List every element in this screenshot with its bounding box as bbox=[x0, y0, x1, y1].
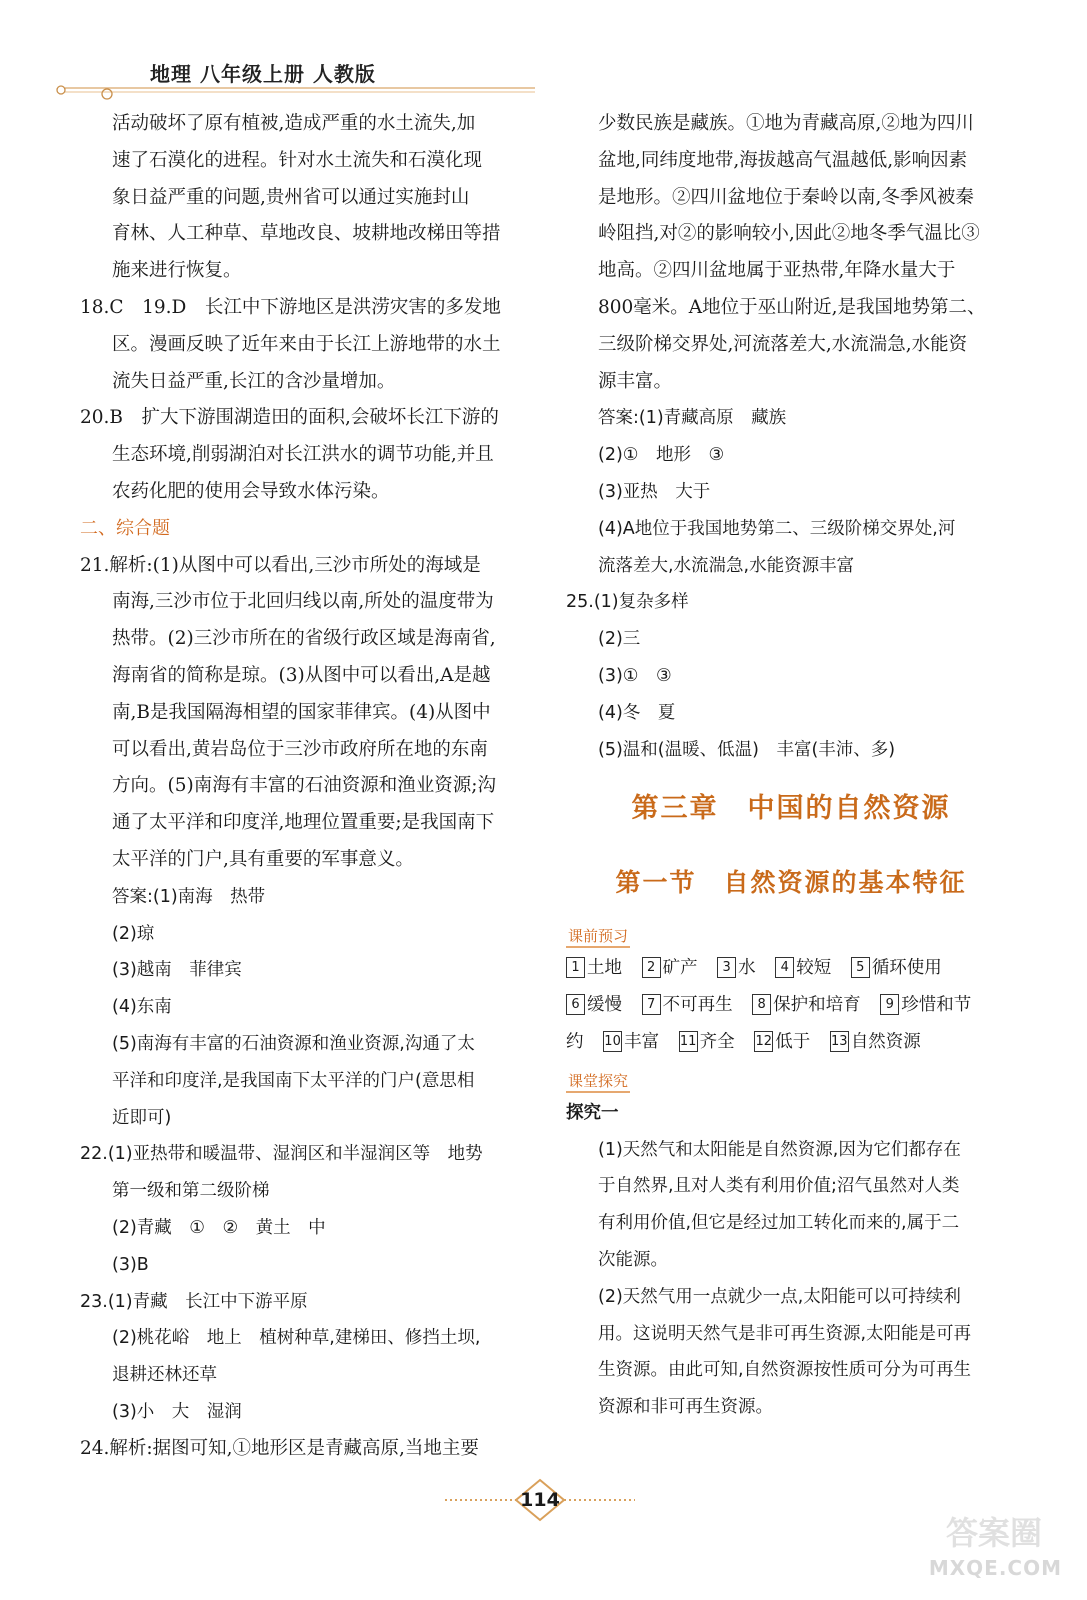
answer-line: (5)温和(温暖、低温) 丰富(丰沛、多) bbox=[598, 739, 896, 760]
preview-answer: 低于 bbox=[775, 1031, 811, 1052]
answer-line: 退耕还林还草 bbox=[112, 1365, 217, 1386]
text-line: 太平洋的门户,具有重要的军事意义。 bbox=[112, 848, 414, 870]
right-column bbox=[566, 106, 1016, 1426]
answer-line: (3)越南 菲律宾 bbox=[112, 960, 242, 981]
answer-line: (2)三 bbox=[598, 629, 641, 650]
item-number: 1 bbox=[566, 957, 585, 978]
text-line: 岭阻挡,对②的影响较小,因此②地冬季气温比③ bbox=[598, 223, 980, 245]
explore-line: 次能源。 bbox=[598, 1249, 668, 1270]
text-line: 区。漫画反映了近年来由于长江上游地带的水土 bbox=[112, 333, 501, 355]
answer-line: 22.(1)亚热带和暖温带、湿润区和半湿润区等 地势 bbox=[80, 1144, 483, 1165]
preview-tag: 课前预习 bbox=[566, 926, 630, 948]
text-line: 20.B 扩大下游围湖造田的面积,会破坏长江下游的 bbox=[80, 407, 499, 429]
explore-line: 资源和非可再生资源。 bbox=[598, 1397, 773, 1418]
text-line: 地高。②四川盆地属于亚热带,年降水量大于 bbox=[598, 260, 956, 282]
answer-line: (3)亚热 大于 bbox=[598, 481, 711, 502]
explore-line: 有利用价值,但它是经过加工转化而来的,属于二 bbox=[598, 1213, 960, 1234]
text-line: 速了石漠化的进程。针对水土流失和石漠化现 bbox=[112, 149, 483, 171]
text-line: 农药化肥的使用会导致水体污染。 bbox=[112, 480, 390, 502]
class-tag: 课堂探究 bbox=[566, 1071, 630, 1093]
section-heading: 二、综合题 bbox=[80, 517, 170, 539]
item-number: 7 bbox=[642, 994, 661, 1015]
text-line: 南海,三沙市位于北回归线以南,所处的温度带为 bbox=[112, 591, 494, 613]
text-line: 通了太平洋和印度洋,地理位置重要;是我国南下 bbox=[112, 812, 495, 834]
page-number: 114 bbox=[520, 1489, 560, 1511]
text-line: 热带。(2)三沙市所在的省级行政区域是海南省, bbox=[112, 628, 496, 650]
explore-line: 生资源。由此可知,自然资源按性质可分为可再生 bbox=[598, 1360, 972, 1381]
answer-line: (3)小 大 湿润 bbox=[112, 1401, 242, 1422]
item-number: 9 bbox=[880, 994, 899, 1015]
preview-answer: 水 bbox=[738, 958, 756, 979]
preview-answer: 土地 bbox=[587, 958, 622, 979]
watermark bbox=[892, 1514, 1062, 1580]
text-line: 育林、人工种草、草地改良、坡耕地改梯田等措 bbox=[112, 223, 501, 245]
answer-line: (4)冬 夏 bbox=[598, 702, 676, 723]
answer-line: 答案:(1)南海 热带 bbox=[112, 886, 266, 907]
explore-line: 于自然界,且对人类有利用价值;沼气虽然对人类 bbox=[598, 1176, 960, 1197]
answer-line: 答案:(1)青藏高原 藏族 bbox=[598, 408, 787, 429]
item-number: 5 bbox=[851, 957, 870, 978]
preview-answer: 齐全 bbox=[699, 1031, 735, 1052]
text-line: 方向。(5)南海有丰富的石油资源和渔业资源;沟 bbox=[112, 775, 496, 797]
preview-answer: 丰富 bbox=[624, 1031, 660, 1052]
item-number: 13 bbox=[830, 1031, 849, 1052]
preview-row bbox=[566, 950, 1016, 987]
chapter-title: 第三章 中国的自然资源 bbox=[631, 793, 951, 825]
answer-line: 第一级和第二级阶梯 bbox=[112, 1181, 270, 1202]
text-line: 海南省的简称是琼。(3)从图中可以看出,A是越 bbox=[112, 664, 491, 686]
section-title: 第一节 自然资源的基本特征 bbox=[615, 868, 967, 898]
left-column bbox=[80, 106, 530, 1467]
answer-line: 近即可) bbox=[112, 1107, 172, 1128]
answer-line: (4)东南 bbox=[112, 997, 172, 1018]
page-footer bbox=[440, 1478, 640, 1522]
answer-line: (4)A地位于我国地势第二、三级阶梯交界处,河 bbox=[598, 518, 956, 539]
header-decoration bbox=[55, 84, 555, 100]
text-line: 象日益严重的问题,贵州省可以通过实施封山 bbox=[112, 186, 470, 208]
answer-line: 流落差大,水流湍急,水能资源丰富 bbox=[598, 555, 855, 576]
preview-answer: 珍惜和节 bbox=[901, 995, 972, 1016]
answer-line: (5)南海有丰富的石油资源和渔业资源,沟通了太 bbox=[112, 1033, 475, 1054]
answer-line: 25.(1)复杂多样 bbox=[566, 592, 689, 613]
text-line: 三级阶梯交界处,河流落差大,水流湍急,水能资 bbox=[598, 333, 968, 355]
answer-line: 23.(1)青藏 长江中下游平原 bbox=[80, 1291, 308, 1312]
item-number: 8 bbox=[752, 994, 771, 1015]
text-line: 生态环境,削弱湖泊对长江洪水的调节功能,并且 bbox=[112, 444, 494, 466]
answer-line: (2)青藏 ① ② 黄土 中 bbox=[112, 1217, 326, 1238]
watermark-url: MXQE.COM bbox=[928, 1556, 1062, 1580]
item-number: 2 bbox=[642, 957, 661, 978]
preview-answer: 矿产 bbox=[662, 958, 698, 979]
text-line: 24.解析:据图可知,①地形区是青藏高原,当地主要 bbox=[80, 1437, 479, 1459]
text-line: 800毫米。A地位于巫山附近,是我国地势第二、 bbox=[598, 296, 986, 318]
answer-line: 平洋和印度洋,是我国南下太平洋的门户(意思相 bbox=[112, 1070, 475, 1091]
preview-answer: 不可再生 bbox=[662, 995, 733, 1016]
item-number: 4 bbox=[775, 957, 794, 978]
text-line: 21.解析:(1)从图中可以看出,三沙市所处的海域是 bbox=[80, 554, 481, 576]
item-number: 11 bbox=[679, 1031, 698, 1052]
watermark-logo: 答案圈 bbox=[945, 1514, 1042, 1552]
preview-answer: 保护和培育 bbox=[773, 995, 861, 1016]
preview-answer: 约 bbox=[566, 1031, 584, 1052]
answer-line: (2)琼 bbox=[112, 923, 155, 944]
preview-answer: 自然资源 bbox=[850, 1031, 921, 1052]
text-line: 源丰富。 bbox=[598, 370, 673, 392]
preview-row bbox=[566, 987, 1016, 1024]
preview-answer: 循环使用 bbox=[871, 958, 942, 979]
answer-line: (3)B bbox=[112, 1254, 149, 1275]
preview-answer: 较短 bbox=[796, 958, 832, 979]
item-number: 6 bbox=[566, 994, 585, 1015]
answer-line: (3)① ③ bbox=[598, 665, 672, 686]
answer-line: (2)① 地形 ③ bbox=[598, 445, 725, 466]
text-line: 盆地,同纬度地带,海拔越高气温越低,影响因素 bbox=[598, 149, 968, 171]
preview-row bbox=[566, 1024, 1016, 1061]
text-line: 少数民族是藏族。①地为青藏高原,②地为四川 bbox=[598, 113, 974, 134]
book-title: 地理 八年级上册 人教版 bbox=[150, 62, 376, 86]
item-number: 12 bbox=[754, 1031, 773, 1052]
explore-line: (2)天然气用一点就少一点,太阳能可以可持续利 bbox=[598, 1286, 961, 1307]
text-line: 是地形。②四川盆地位于秦岭以南,冬季风被秦 bbox=[598, 186, 974, 208]
text-line: 南,B是我国隔海相望的国家菲律宾。(4)从图中 bbox=[112, 701, 491, 723]
text-line: 流失日益严重,长江的含沙量增加。 bbox=[112, 370, 396, 392]
answer-line: (2)桃花峪 地上 植树种草,建梯田、修挡土坝, bbox=[112, 1328, 481, 1349]
text-line: 活动破坏了原有植被,造成严重的水土流失,加 bbox=[112, 113, 476, 134]
text-line: 18.C 19.D 长江中下游地区是洪涝灾害的多发地 bbox=[80, 296, 501, 318]
explore-line: (1)天然气和太阳能是自然资源,因为它们都存在 bbox=[598, 1139, 961, 1160]
page-header bbox=[0, 0, 1087, 110]
text-line: 可以看出,黄岩岛位于三沙市政府所在地的东南 bbox=[112, 738, 488, 760]
explore-line: 用。这说明天然气是非可再生资源,太阳能是可再 bbox=[598, 1323, 972, 1344]
preview-answer: 缓慢 bbox=[587, 995, 622, 1016]
explore-title: 探究一 bbox=[566, 1102, 619, 1123]
item-number: 10 bbox=[603, 1031, 622, 1052]
item-number: 3 bbox=[717, 957, 736, 978]
text-line: 施来进行恢复。 bbox=[112, 260, 242, 282]
